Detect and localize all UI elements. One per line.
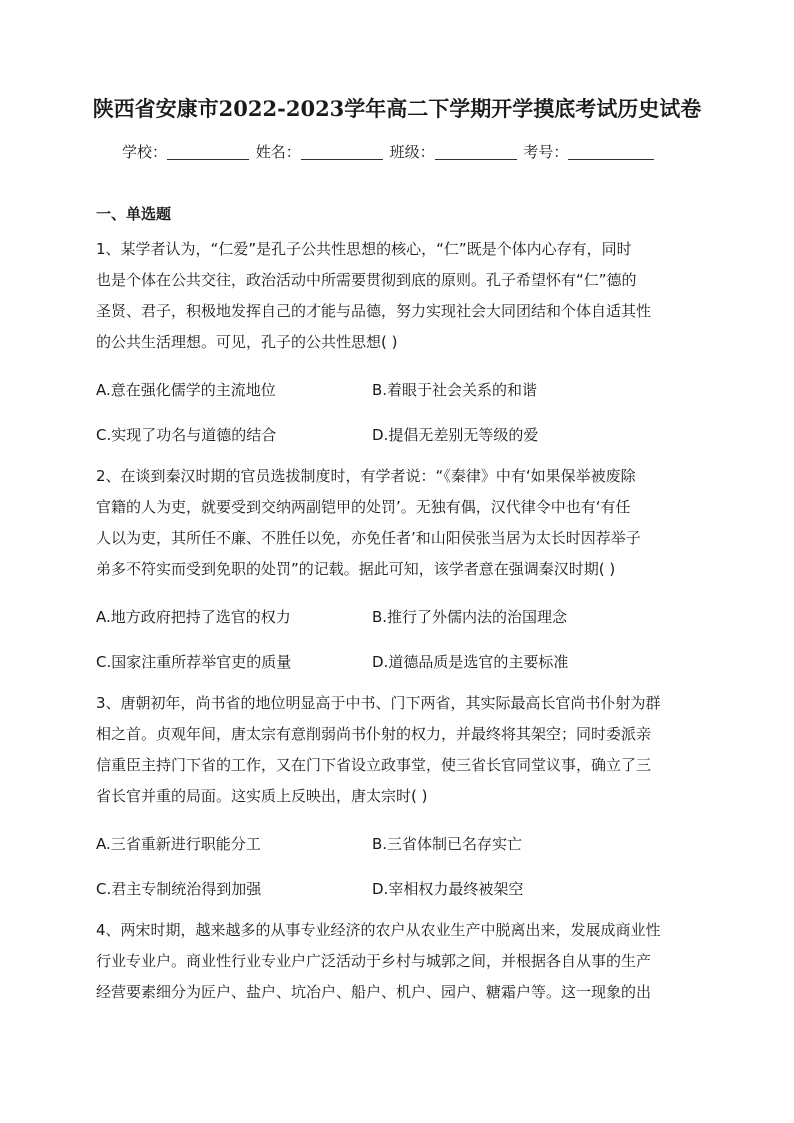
question-text-line: 相之首。贞观年间，唐太宗有意削弱尚书仆射的权力，并最终将其架空；同时委派亲 [96,725,652,743]
question-text-line: 1、某学者认为，“仁爱”是孔子公共性思想的核心，“仁”既是个体内心存有，同时 [96,240,632,258]
school-field[interactable] [167,143,249,160]
question-2 [96,461,700,585]
question-text-line: 人以为吏，其所任不廉、不胜任以免，亦免任者’和山阳侯张当居为太长时因荐举子 [96,529,641,547]
q2-option-c[interactable]: C.国家注重所荐举官吏的质量 [96,653,292,671]
exam-title: 陕西省安康市2022-2023学年高二下学期开学摸底考试历史试卷 [92,96,702,121]
q3-option-c[interactable]: C.君主专制统治得到加强 [96,880,262,898]
q1-option-d[interactable]: D.提倡无差别无等级的爱 [372,426,539,444]
question-text-line: 经营要素细分为匠户、盐户、坑冶户、船户、机户、园户、糖霜户等。这一现象的出 [96,983,652,1001]
number-label: 考号： [523,143,569,161]
question-text-line: 的公共生活理想。可见，孔子的公共性思想( ) [96,333,398,351]
question-1 [96,234,700,358]
question-text-line: 弟多不符实而受到免职的处罚”的记载。据此可知，该学者意在强调秦汉时期( ) [96,560,616,578]
class-field[interactable] [435,143,517,160]
question-text-line: 3、唐朝初年，尚书省的地位明显高于中书、门下两省，其实际最高长官尚书仆射为群 [96,694,661,712]
question-text-line: 信重臣主持门下省的工作，又在门下省设立政事堂，使三省长官同堂议事，确立了三 [96,756,652,774]
name-field[interactable] [301,143,383,160]
name-label: 姓名： [255,143,301,161]
question-text-line: 行业专业户。商业性行业专业户广泛活动于乡村与城郭之间，并根据各自从事的生产 [96,952,652,970]
question-text-line: 也是个体在公共交往，政治活动中所需要贯彻到底的原则。孔子希望怀有“仁”德的 [96,271,637,289]
question-text-line: 官籍的人为吏，就要受到交纳两副铠甲的处罚’。无独有偶，汉代律令中也有‘有任 [96,498,631,516]
q1-option-b[interactable]: B.着眼于社会关系的和谐 [372,381,538,399]
q3-option-d[interactable]: D.宰相权力最终被架空 [372,880,524,898]
question-text-line: 省长官并重的局面。这实质上反映出，唐太宗时( ) [96,787,428,805]
section-title: 一、单选题 [96,205,172,223]
question-text-line: 4、两宋时期，越来越多的从事专业经济的农户从农业生产中脱离出来，发展成商业性 [96,921,661,939]
question-text-line: 圣贤、君子，积极地发挥自己的才能与品德，努力实现社会大同团结和个体自适其性 [96,302,652,320]
q2-option-d[interactable]: D.道德品质是选官的主要标准 [372,653,569,671]
question-text-line: 2、在谈到秦汉时期的官员选拔制度时，有学者说：“《秦律》中有‘如果保举被废除 [96,467,636,485]
q1-option-a[interactable]: A.意在强化儒学的主流地位 [96,381,276,399]
school-label: 学校： [122,143,168,161]
q2-option-b[interactable]: B.推行了外儒内法的治国理念 [372,608,568,626]
question-4 [96,915,700,1008]
q2-option-a[interactable]: A.地方政府把持了选官的权力 [96,608,291,626]
q3-option-b[interactable]: B.三省体制已名存实亡 [372,835,523,853]
q1-option-c[interactable]: C.实现了功名与道德的结合 [96,426,277,444]
class-label: 班级： [389,143,435,161]
q3-option-a[interactable]: A.三省重新进行职能分工 [96,835,261,853]
question-3 [96,688,700,812]
number-field[interactable] [568,143,654,160]
student-info-row [122,141,682,162]
